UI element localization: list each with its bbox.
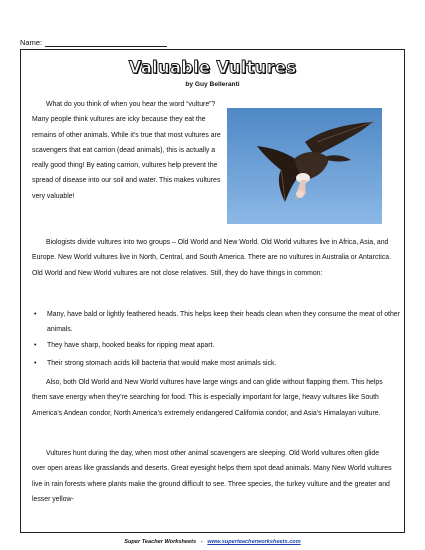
name-field[interactable] [20,38,167,47]
bullet-icon: • [34,342,37,349]
footer [0,539,425,545]
paragraph-groups: Biologists divide vultures into two groups – Old World and New World. Old World vultures live in Africa, Asia, and Europe. New World vultures live in North, Central, and South America. There are no vultures in Australia or Antarctica. Old World and New World vultures are not close relatives. Still, they do have things in common: [32,239,391,277]
byline: by Guy Belleranti [185,81,240,88]
worksheet-title: Valuable Vultures [128,58,297,77]
bullet-icon: • [34,360,37,367]
bullet-item [34,356,402,371]
paragraph-hunting: Vultures hunt during the day, when most other animal scavengers are sleeping. Old World vultures often glide over open areas like grasslands and deserts. Great eyesight helps them spot dead animals. Many New World vultures live in rain forests where plants make the ground difficult to see. Three species, the turkey vulture and the greater and lesser yellow- [32,450,392,503]
intro-paragraph: What do you think of when you hear the word “vulture”? Many people think vultures are icky because they eat the remains of other animals. While it’s true that most vultures are scavengers that eat carrion (dead animals), this is actually a really good thing! By eating carrion, vultures help prevent the spread of disease into our soil and water. This makes vultures very valuable! [32,101,221,200]
name-label: Name: [20,38,43,47]
footer-separator: - [200,539,203,545]
bullet-item [34,338,402,353]
paragraph-wings: Also, both Old World and New World vultures have large wings and can glide without flapping them. This helps them save energy when they’re searching for food. This is especially important for large, heavy vultures like South America’s Andean condor, North America’s extremely endangered California condor, and Asia’s Himalayan vulture. [32,379,383,417]
bullet-text: They have sharp, hooked beaks for ripping meat apart. [47,342,215,349]
footer-brand: Super Teacher Worksheets [124,539,197,545]
bullet-icon: • [34,311,37,318]
name-blank-line[interactable] [45,39,167,47]
vulture-photo [227,108,382,224]
footer-link[interactable]: www.superteacherworksheets.com [207,539,301,545]
bullet-text: Many, have bald or lightly feathered heads. This helps keep their heads clean when they consume the meat of other animals. [47,311,400,334]
bullet-item [34,307,402,338]
bullet-text: Their strong stomach acids kill bacteria that would make most animals sick. [47,360,277,367]
